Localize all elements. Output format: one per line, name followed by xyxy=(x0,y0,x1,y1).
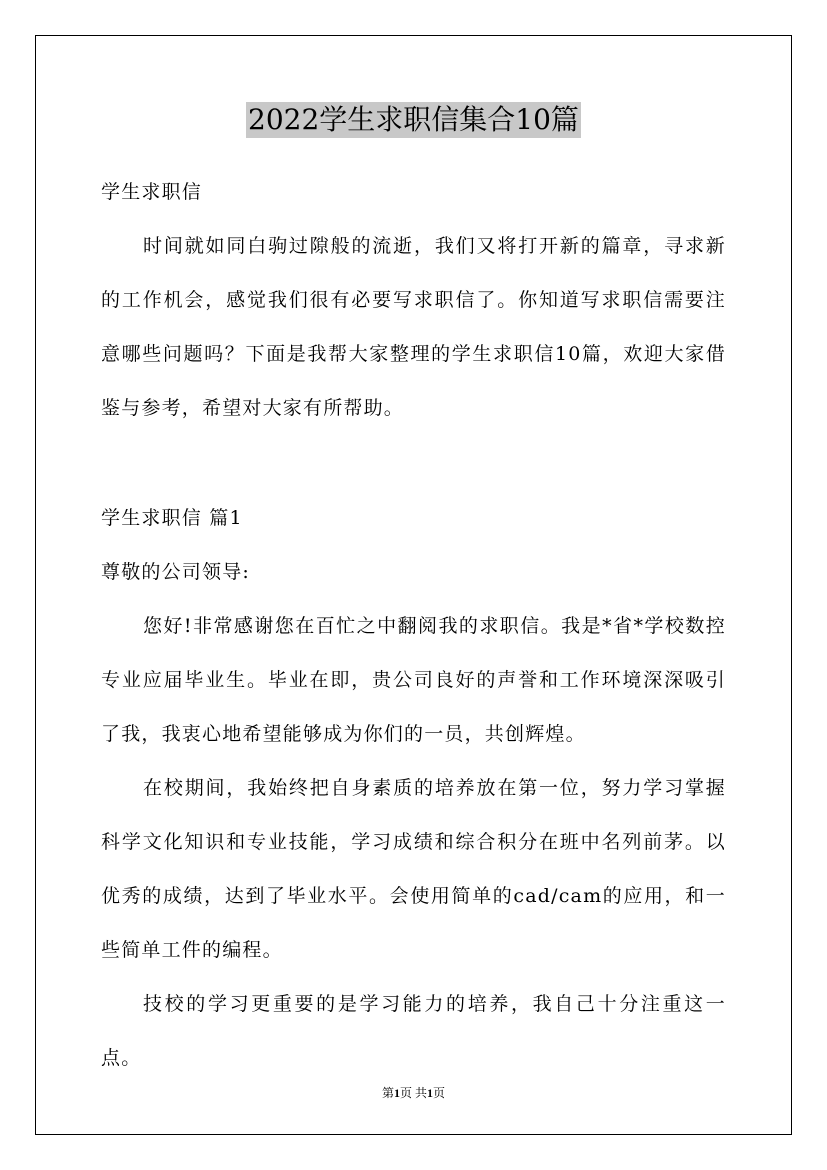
body-paragraph: 您好!非常感谢您在百忙之中翻阅我的求职信。我是*省*学校数控专业应届毕业生。毕业在即，贵公司良好的声誉和工作环境深深吸引了我，我衷心地希望能够成为你们的一员，共创辉煌。 xyxy=(101,615,726,745)
body-paragraph: 在校期间，我始终把自身素质的培养放在第一位，努力学习掌握科学文化知识和专业技能，学习成绩和综合积分在班中名列前茅。以优秀的成绩，达到了毕业水平。会使用简单的cad/cam的应用，和一些简单工件的编程。 xyxy=(101,777,726,961)
document-title xyxy=(0,102,827,138)
page-total: 1 xyxy=(427,1086,433,1100)
page-suffix: 页 xyxy=(433,1086,446,1100)
intro-paragraph: 时间就如同白驹过隙般的流逝，我们又将打开新的篇章，寻求新的工作机会，感觉我们很有必要写求职信了。你知道写求职信需要注意哪些问题吗？下面是我帮大家整理的学生求职信10篇，欢迎大家借鉴与参考，希望对大家有所帮助。 xyxy=(101,235,726,419)
letter-heading: 学生求职信 篇1 xyxy=(101,507,243,529)
page-mid: 页 共 xyxy=(399,1086,427,1100)
body-paragraph: 技校的学习更重要的是学习能力的培养，我自己十分注重这一点。 xyxy=(101,993,726,1069)
section-heading: 学生求职信 xyxy=(101,181,203,203)
page-prefix: 第 xyxy=(381,1086,394,1100)
page-footer xyxy=(0,1084,827,1101)
document-title-text: 2022学生求职信集合10篇 xyxy=(248,103,579,136)
page-current: 1 xyxy=(393,1086,400,1100)
salutation: 尊敬的公司领导: xyxy=(101,561,251,583)
document-body xyxy=(101,165,726,1085)
